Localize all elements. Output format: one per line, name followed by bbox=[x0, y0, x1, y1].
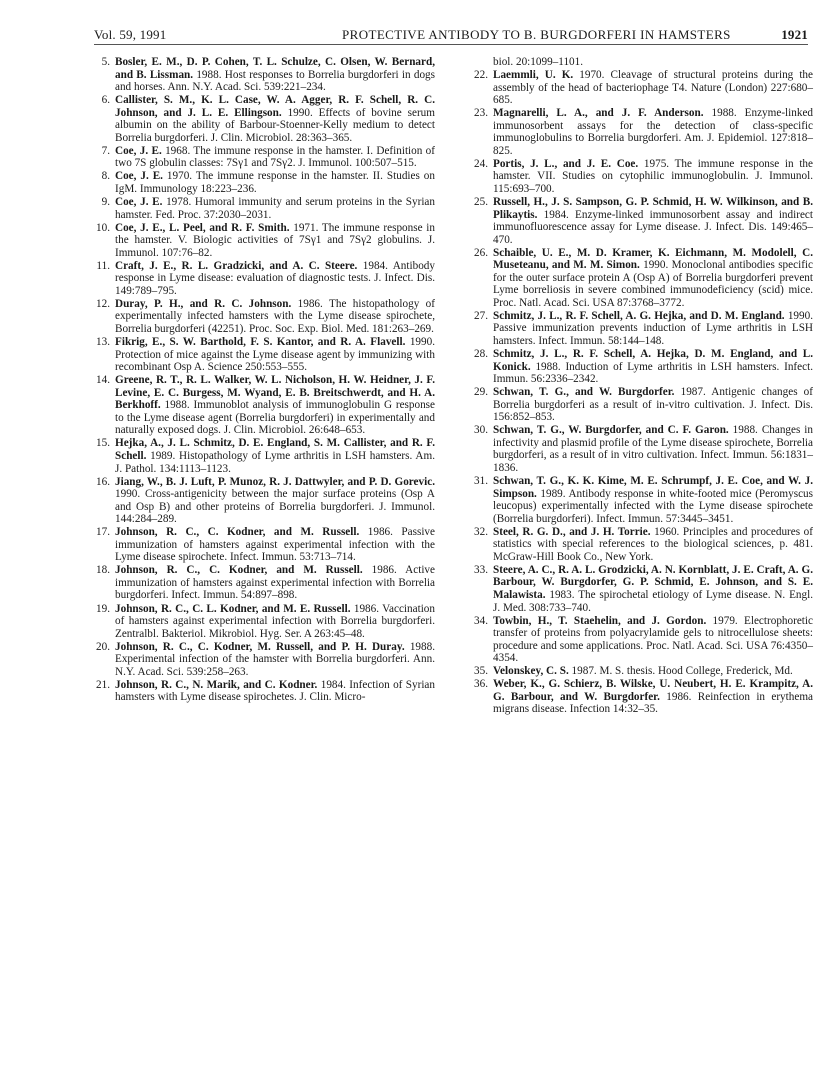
reference-item bbox=[471, 310, 813, 348]
reference-number: 9. bbox=[101, 196, 110, 209]
reference-item bbox=[93, 641, 435, 679]
reference-item bbox=[93, 564, 435, 602]
reference-item bbox=[471, 348, 813, 386]
page-number: 1921 bbox=[781, 27, 808, 42]
reference-text: 1986. Reinfection in erythema migrans disease. Infection 14:32–35. bbox=[493, 690, 813, 716]
references-right-column bbox=[471, 56, 813, 716]
reference-item bbox=[471, 615, 813, 665]
reference-authors: Steere, A. C., R. A. L. Grodzicki, A. N. Kornblatt, J. E. Craft, A. G. Barbour, W. Burgdorfer, G. P. Schmid, E. Johnson, and S. E. Malawista. bbox=[493, 563, 813, 601]
reference-item bbox=[471, 107, 813, 157]
reference-number: 14. bbox=[96, 374, 110, 387]
reference-text: 1975. The immune response in the hamster. VII. Studies on cytophilic immunoglobulin. J. Immunol. 115:693–700. bbox=[493, 157, 813, 195]
reference-item bbox=[93, 679, 435, 704]
reference-item bbox=[471, 196, 813, 246]
reference-text: 1990. Cross-antigenicity between the major surface proteins (Osp A and Osp B) and other proteins of Borrelia burgdorferi. J. Immunol. 144:284–289. bbox=[115, 488, 435, 526]
reference-text: 1970. The immune response in the hamster. II. Studies on IgM. Immunology 18:223–236. bbox=[115, 170, 435, 195]
reference-number: 24. bbox=[474, 157, 488, 170]
reference-number: 8. bbox=[101, 170, 110, 183]
reference-item bbox=[93, 336, 435, 374]
reference-number: 20. bbox=[96, 640, 110, 653]
reference-number: 23. bbox=[474, 107, 488, 120]
reference-authors: Steel, R. G. D., and J. H. Torrie. bbox=[493, 525, 651, 538]
reference-number: 12. bbox=[96, 297, 110, 310]
reference-number: 19. bbox=[96, 602, 110, 615]
reference-item bbox=[93, 94, 435, 144]
reference-number: 7. bbox=[101, 144, 110, 157]
reference-number: 33. bbox=[474, 563, 488, 576]
reference-text: 1989. Antibody response in white-footed mice (Peromyscus leucopus) experimentally infected with the Lyme disease spirochete (Borrelia burgdorferi). Infect. Immun. 57:3445–3451. bbox=[493, 487, 813, 525]
reference-item bbox=[93, 374, 435, 437]
reference-number: 10. bbox=[96, 221, 110, 234]
reference-item bbox=[471, 526, 813, 564]
reference-text: 1988. Experimental infection of the hamster with Borrelia burgdorferi. Ann. N.Y. Acad. Sci. 539:258–263. bbox=[115, 640, 435, 678]
reference-authors: Coe, J. E. bbox=[115, 196, 163, 209]
reference-text: 1984. Enzyme-linked immunosorbent assay and indirect immunofluorescence assay for Lyme disease. J. Infect. Dis. 149:465–470. bbox=[493, 208, 813, 246]
reference-authors: Johnson, R. C., C. Kodner, and M. Russell. bbox=[115, 526, 360, 539]
reference-text: 1960. Principles and procedures of statistics with special references to the biological sciences, p. 481. McGraw-Hill Book Co., New York. bbox=[493, 525, 814, 563]
reference-text: 1984. Infection of Syrian hamsters with Lyme disease spirochetes. J. Clin. Micro- bbox=[115, 678, 435, 704]
reference-number: 32. bbox=[474, 525, 488, 538]
reference-number: 34. bbox=[474, 614, 488, 627]
reference-item bbox=[471, 69, 813, 107]
reference-item bbox=[93, 145, 435, 170]
reference-text: 1988. Enzyme-linked immunosorbent assays for the detection of class-specific immunoglobulins to Borrelia burgdorferi. Am. J. Epidemiol. 127:818–825. bbox=[493, 107, 814, 157]
reference-text: 1971. The immune response in the hamster. V. Biologic activities of 7Sγ1 and 7Sγ2 globulins. J. Immunol. 107:76–82. bbox=[115, 221, 435, 259]
reference-text: 1990. Monoclonal antibodies specific for the outer surface protein A (Osp A) of Borrelia burgdorferi prevent Lyme borreliosis in severe combined immunodeficiency (scid) mice. Proc. Natl. Acad. Sci. USA 87:3768–3772. bbox=[493, 259, 813, 309]
reference-text: 1970. Cleavage of structural proteins during the assembly of the head of bacteriophage T4. Nature (London) 227:680–685. bbox=[493, 69, 813, 107]
reference-item bbox=[93, 170, 435, 195]
reference-item bbox=[471, 424, 813, 474]
reference-authors: Bosler, E. M., D. P. Cohen, T. L. Schulze, C. Olsen, W. Bernard, and B. Lissman. bbox=[115, 56, 435, 81]
reference-item bbox=[93, 222, 435, 260]
reference-authors: Johnson, R. C., N. Marik, and C. Kodner. bbox=[115, 678, 318, 691]
reference-authors: Hejka, A., J. L. Schmitz, D. E. England, S. M. Callister, and R. F. Schell. bbox=[115, 437, 435, 462]
reference-number: 15. bbox=[96, 437, 110, 450]
reference-authors: Schwan, T. G., and W. Burgdorfer. bbox=[493, 386, 675, 399]
reference-authors: Johnson, R. C., C. Kodner, and M. Russell. bbox=[115, 564, 363, 577]
reference-authors: Portis, J. L., and J. E. Coe. bbox=[493, 157, 639, 170]
reference-continuation-text: biol. 20:1099–1101. bbox=[493, 56, 584, 68]
reference-number: 29. bbox=[474, 386, 488, 399]
reference-text: 1988. Changes in infectivity and plasmid profile of the Lyme disease spirochete, Borrelia burgdorferi, as a result of in vitro cultivation. Infect. Immun. 56:1831–1836. bbox=[493, 424, 814, 474]
reference-text: 1983. The spirochetal etiology of Lyme disease. N. Engl. J. Med. 308:733–740. bbox=[493, 588, 813, 614]
reference-number: 16. bbox=[96, 475, 110, 488]
reference-text: 1987. M. S. thesis. Hood College, Frederick, Md. bbox=[568, 665, 793, 678]
reference-authors: Fikrig, E., S. W. Barthold, F. S. Kantor, and R. A. Flavell. bbox=[115, 336, 406, 349]
volume-label: Vol. 59, 1991 bbox=[94, 27, 167, 42]
reference-authors: Schmitz, J. L., R. F. Schell, A. G. Hejka, and D. M. England. bbox=[493, 309, 785, 322]
reference-number: 11. bbox=[96, 259, 110, 272]
reference-authors: Towbin, H., T. Staehelin, and J. Gordon. bbox=[493, 614, 707, 627]
reference-authors: Jiang, W., B. J. Luft, P. Munoz, R. J. Dattwyler, and P. D. Gorevic. bbox=[115, 475, 435, 488]
reference-item bbox=[471, 247, 813, 310]
reference-item bbox=[471, 665, 813, 678]
reference-authors: Greene, R. T., R. L. Walker, W. L. Nicholson, H. W. Heidner, J. F. Levine, E. C. Burgess, M. Wyand, E. B. Breitschwerdt, and H. A. Berkhoff. bbox=[115, 374, 435, 412]
reference-number: 5. bbox=[101, 56, 110, 68]
reference-number: 18. bbox=[96, 564, 110, 577]
reference-authors: Magnarelli, L. A., and J. F. Anderson. bbox=[493, 107, 704, 120]
reference-authors: Russell, H., J. S. Sampson, G. P. Schmid, H. W. Wilkinson, and B. Plikaytis. bbox=[493, 196, 813, 221]
reference-authors: Schwan, T. G., K. K. Kime, M. E. Schrumpf, J. E. Coe, and W. J. Simpson. bbox=[493, 475, 813, 500]
reference-authors: Schwan, T. G., W. Burgdorfer, and C. F. Garon. bbox=[493, 424, 729, 437]
reference-authors: Schmitz, J. L., R. F. Schell, A. Hejka, D. M. England, and L. Konick. bbox=[493, 348, 813, 373]
references-left-column bbox=[93, 56, 435, 704]
reference-number: 27. bbox=[474, 309, 488, 322]
reference-text: 1988. Immunoblot analysis of immunoglobulin G response to the Lyme disease agent (Borrelia burgdorferi) in experimentally and naturally exposed dogs. J. Clin. Microbiol. 26:648–653. bbox=[115, 399, 435, 437]
reference-item bbox=[93, 526, 435, 564]
page-header bbox=[94, 15, 808, 45]
reference-authors: Duray, P. H., and R. C. Johnson. bbox=[115, 297, 292, 310]
reference-number: 28. bbox=[474, 348, 488, 361]
reference-text: 1986. Passive immunization of hamsters against experimental infection with the Lyme disease spirochete. Infect. Immun. 53:713–714. bbox=[115, 526, 435, 564]
reference-item bbox=[471, 678, 813, 716]
reference-authors: Coe, J. E. bbox=[115, 170, 163, 183]
reference-item bbox=[471, 158, 813, 196]
reference-number: 21. bbox=[96, 678, 110, 691]
reference-authors: Schaible, U. E., M. D. Kramer, K. Eichmann, M. Modolell, C. Museteanu, and M. M. Simon. bbox=[493, 246, 813, 272]
reference-authors: Johnson, R. C., C. Kodner, M. Russell, and P. H. Duray. bbox=[115, 640, 405, 653]
reference-authors: Weber, K., G. Schierz, B. Wilske, U. Neubert, H. E. Krampitz, A. G. Barbour, and W. Burgdorfer. bbox=[493, 678, 813, 703]
running-title: PROTECTIVE ANTIBODY TO B. BURGDORFERI IN HAMSTERS bbox=[342, 27, 731, 42]
reference-item bbox=[471, 475, 813, 525]
reference-text: 1978. Humoral immunity and serum proteins in the Syrian hamster. Fed. Proc. 37:2030–2031. bbox=[115, 196, 435, 221]
reference-text: 1988. Induction of Lyme arthritis in LSH hamsters. Infect. Immun. 56:2336–2342. bbox=[493, 360, 813, 386]
reference-text: 1986. Vaccination of hamsters against experimental infection with Borrelia burgdorferi. Zentralbl. Bakteriol. Mikrobiol. Hyg. Ser. A 263:45–48. bbox=[115, 602, 435, 640]
reference-number: 35. bbox=[474, 665, 488, 678]
header-rule bbox=[94, 44, 808, 45]
reference-item bbox=[93, 603, 435, 641]
reference-text: 1990. Effects of bovine serum albumin on the ability of Barbour-Stoenner-Kelly medium to detect Borrelia burgdorferi. J. Clin. Microbiol. 28:363–365. bbox=[115, 106, 435, 144]
reference-text: 1990. Passive immunization prevents induction of Lyme arthritis in LSH hamsters. Infect. Immun. 58:144–148. bbox=[493, 309, 813, 348]
reference-text: 1979. Electrophoretic transfer of proteins from polyacrylamide gels to nitrocellulose sheets: procedure and some applications. Proc. Natl. Acad. Sci. USA 76:4350–4354. bbox=[493, 614, 813, 665]
reference-item bbox=[93, 260, 435, 298]
reference-authors: Laemmli, U. K. bbox=[493, 69, 574, 82]
reference-number: 26. bbox=[474, 246, 488, 259]
reference-authors: Callister, S. M., K. L. Case, W. A. Agger, R. F. Schell, R. C. Johnson, and J. L. E. Ellingson. bbox=[115, 94, 435, 119]
reference-text: 1989. Histopathology of Lyme arthritis in LSH hamsters. Am. J. Pathol. 134:1113–1123. bbox=[115, 449, 435, 475]
reference-text: 1988. Host responses to Borrelia burgdorferi in dogs and horses. Ann. N.Y. Acad. Sci. 539:221–234. bbox=[115, 68, 435, 94]
reference-number: 31. bbox=[474, 475, 488, 488]
reference-text: 1990. Protection of mice against the Lyme disease agent by immunizing with recombinant Osp A. Science 250:553–555. bbox=[115, 336, 435, 374]
reference-text: 1986. Active immunization of hamsters against experimental infection with Borrelia burgdorferi. Infect. Immun. 54:897–898. bbox=[115, 564, 435, 602]
reference-text: 1987. Antigenic changes of Borrelia burgdorferi as a result of in-vitro cultivation. J. Infect. Dis. 156:852–853. bbox=[493, 386, 813, 424]
reference-number: 22. bbox=[474, 69, 488, 82]
reference-item bbox=[93, 196, 435, 221]
reference-item bbox=[93, 298, 435, 336]
reference-number: 30. bbox=[474, 424, 488, 437]
reference-authors: Coe, J. E. bbox=[115, 144, 162, 157]
reference-text: 1984. Antibody response in Lyme disease: evaluation of diagnostic tests. J. Infect. Dis. 149:789–795. bbox=[115, 259, 435, 297]
reference-item bbox=[93, 437, 435, 475]
reference-continuation bbox=[471, 56, 813, 69]
reference-authors: Johnson, R. C., C. L. Kodner, and M. E. Russell. bbox=[115, 602, 351, 615]
reference-item bbox=[93, 476, 435, 526]
reference-number: 25. bbox=[474, 196, 488, 209]
reference-authors: Velonskey, C. S. bbox=[493, 665, 569, 678]
reference-number: 17. bbox=[96, 526, 110, 539]
reference-text: 1986. The histopathology of experimentally infected hamsters with the Lyme disease spirochete, Borrelia burgdorferi (42251). Proc. Soc. Exp. Biol. Med. 181:263–269. bbox=[115, 297, 436, 335]
reference-number: 6. bbox=[101, 94, 110, 107]
reference-number: 36. bbox=[474, 678, 488, 691]
reference-item bbox=[93, 56, 435, 94]
reference-authors: Coe, J. E., L. Peel, and R. F. Smith. bbox=[115, 221, 290, 234]
reference-authors: Craft, J. E., R. L. Gradzicki, and A. C. Steere. bbox=[115, 259, 358, 272]
reference-item bbox=[471, 386, 813, 424]
reference-item bbox=[471, 564, 813, 614]
reference-number: 13. bbox=[96, 336, 110, 349]
reference-text: 1968. The immune response in the hamster. I. Definition of two 7S globulin classes: 7Sγ1 and 7Sγ2. J. Immunol. 100:507–515. bbox=[115, 144, 435, 170]
